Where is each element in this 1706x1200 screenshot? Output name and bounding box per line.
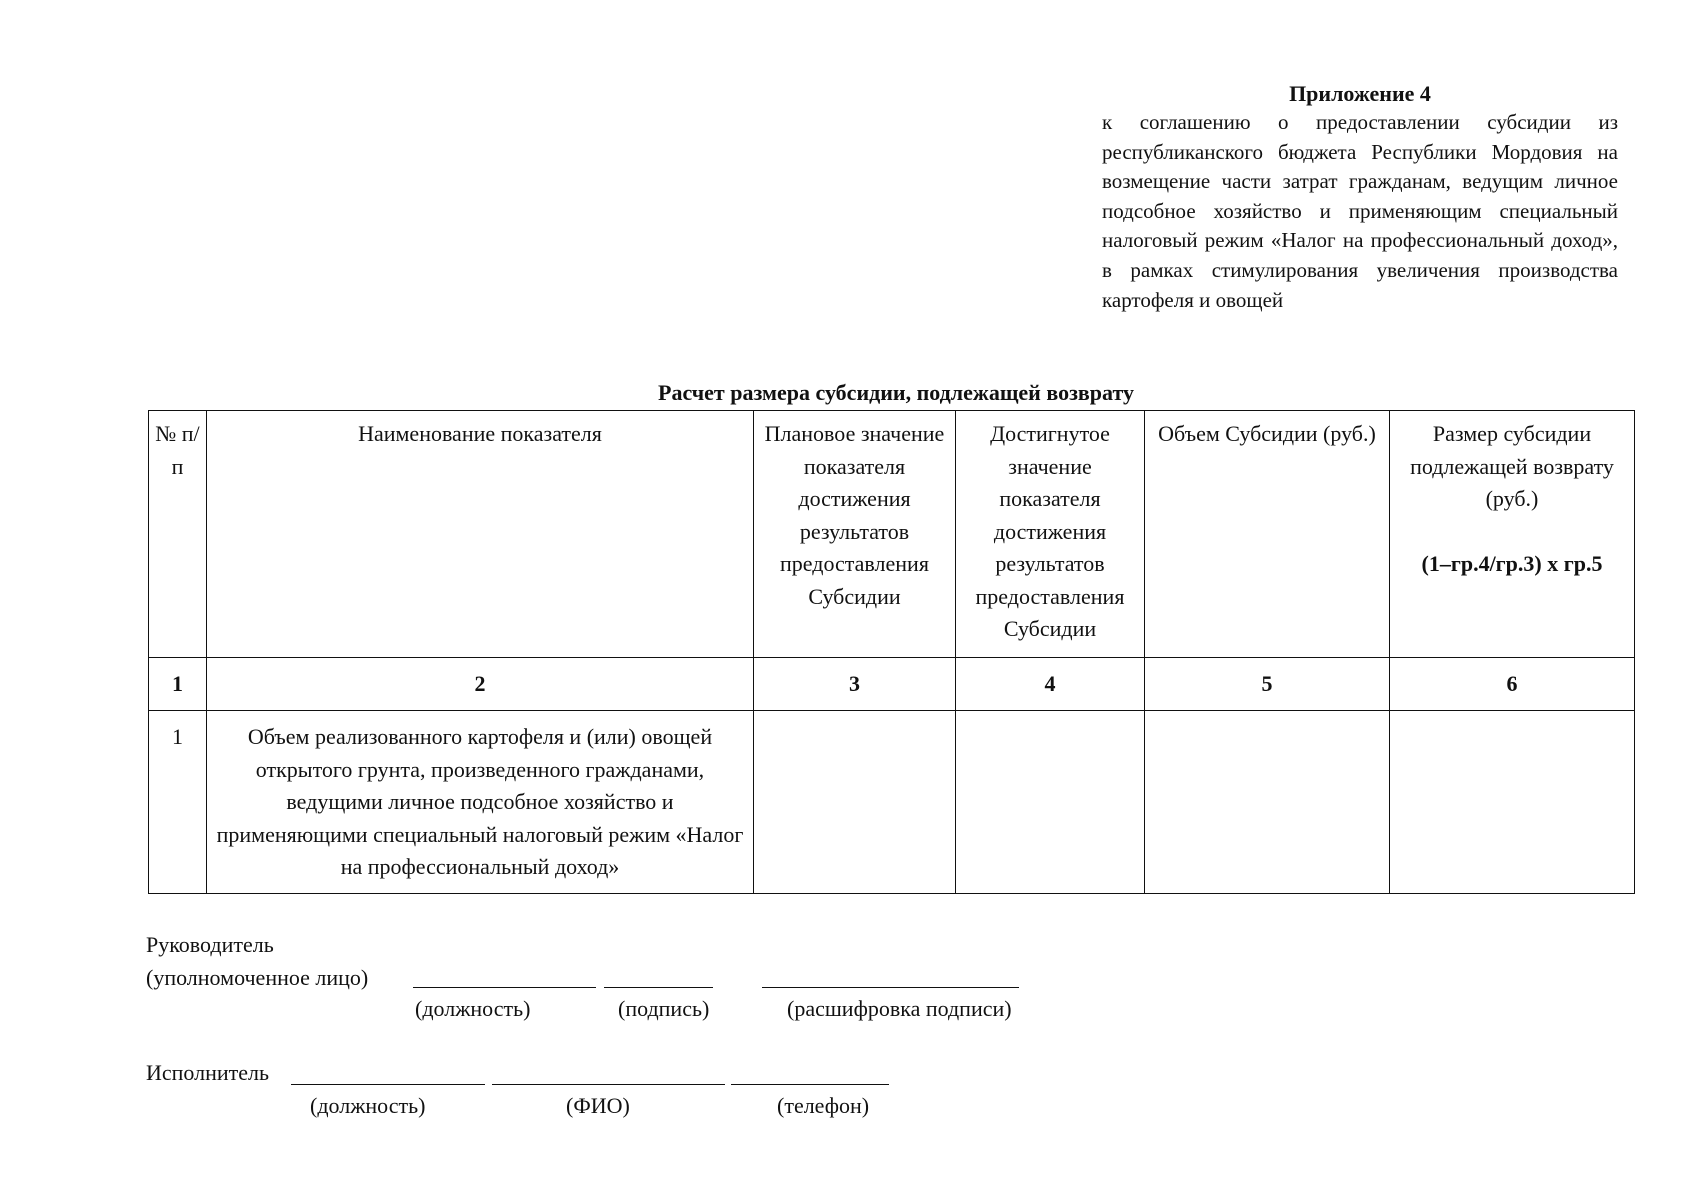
head-signature-line <box>604 987 713 988</box>
row-refund-amount <box>1390 711 1635 894</box>
column-number: 4 <box>956 658 1145 711</box>
header-achieved-value: Достигнутое значение показателя достижения результатов предоставления Субсидии <box>956 411 1145 658</box>
header-refund-amount-cell <box>1390 411 1635 658</box>
appendix-text: к соглашению о предоставлении субсидии из республиканского бюджета Республики Мордовия на возмещение части затрат гражданам, ведущим личное подсобное хозяйство и применяющим специальный налоговый режим «Налог на профессиональный доход», в рамках стимулирования увеличения производства картофеля и овощей <box>1102 110 1618 312</box>
appendix-block <box>1102 79 1618 315</box>
header-planned-value: Плановое значение показателя достижения результатов предоставления Субсидии <box>754 411 956 658</box>
row-achieved-value <box>956 711 1145 894</box>
column-number: 6 <box>1390 658 1635 711</box>
refund-formula: (1–гр.4/гр.3) х гр.5 <box>1421 550 1603 576</box>
row-indicator-name: Объем реализованного картофеля и (или) овощей открытого грунта, произведенного гражданами, ведущими личное подсобное хозяйство и применяющими специальный налоговый режим «Налог на профессиональный доход» <box>207 711 754 894</box>
row-planned-value <box>754 711 956 894</box>
head-position-line <box>413 987 596 988</box>
column-number: 2 <box>207 658 754 711</box>
header-subsidy-volume: Объем Субсидии (руб.) <box>1145 411 1390 658</box>
row-number: 1 <box>149 711 207 894</box>
subsidy-calculation-table <box>148 410 1635 894</box>
head-position-caption: (должность) <box>415 996 531 1021</box>
table-row <box>149 711 1635 894</box>
column-number-row <box>149 658 1635 711</box>
executor-position-caption: (должность) <box>310 1093 426 1118</box>
header-indicator-name: Наименование показателя <box>207 411 754 658</box>
head-label-line1: Руководитель <box>146 932 274 957</box>
executor-name-caption: (ФИО) <box>566 1093 630 1118</box>
header-number: № п/п <box>149 411 207 658</box>
appendix-title: Приложение 4 <box>1289 81 1431 106</box>
document-title: Расчет размера субсидии, подлежащей возврату <box>658 380 1134 405</box>
head-label-line2: (уполномоченное лицо) <box>146 965 369 990</box>
row-subsidy-volume <box>1145 711 1390 894</box>
executor-name-line <box>492 1084 725 1085</box>
head-signature-decoding-caption: (расшифровка подписи) <box>787 996 1012 1021</box>
executor-position-line <box>291 1084 485 1085</box>
header-refund-amount: Размер субсидии подлежащей возврату (руб.) <box>1410 421 1614 511</box>
executor-phone-line <box>731 1084 889 1085</box>
column-number: 3 <box>754 658 956 711</box>
executor-label: Исполнитель <box>146 1060 270 1085</box>
head-signature-caption: (подпись) <box>618 996 710 1021</box>
column-number: 5 <box>1145 658 1390 711</box>
column-number: 1 <box>149 658 207 711</box>
head-signature-decoding-line <box>762 987 1019 988</box>
table-header-row <box>149 411 1635 658</box>
executor-phone-caption: (телефон) <box>777 1093 870 1118</box>
